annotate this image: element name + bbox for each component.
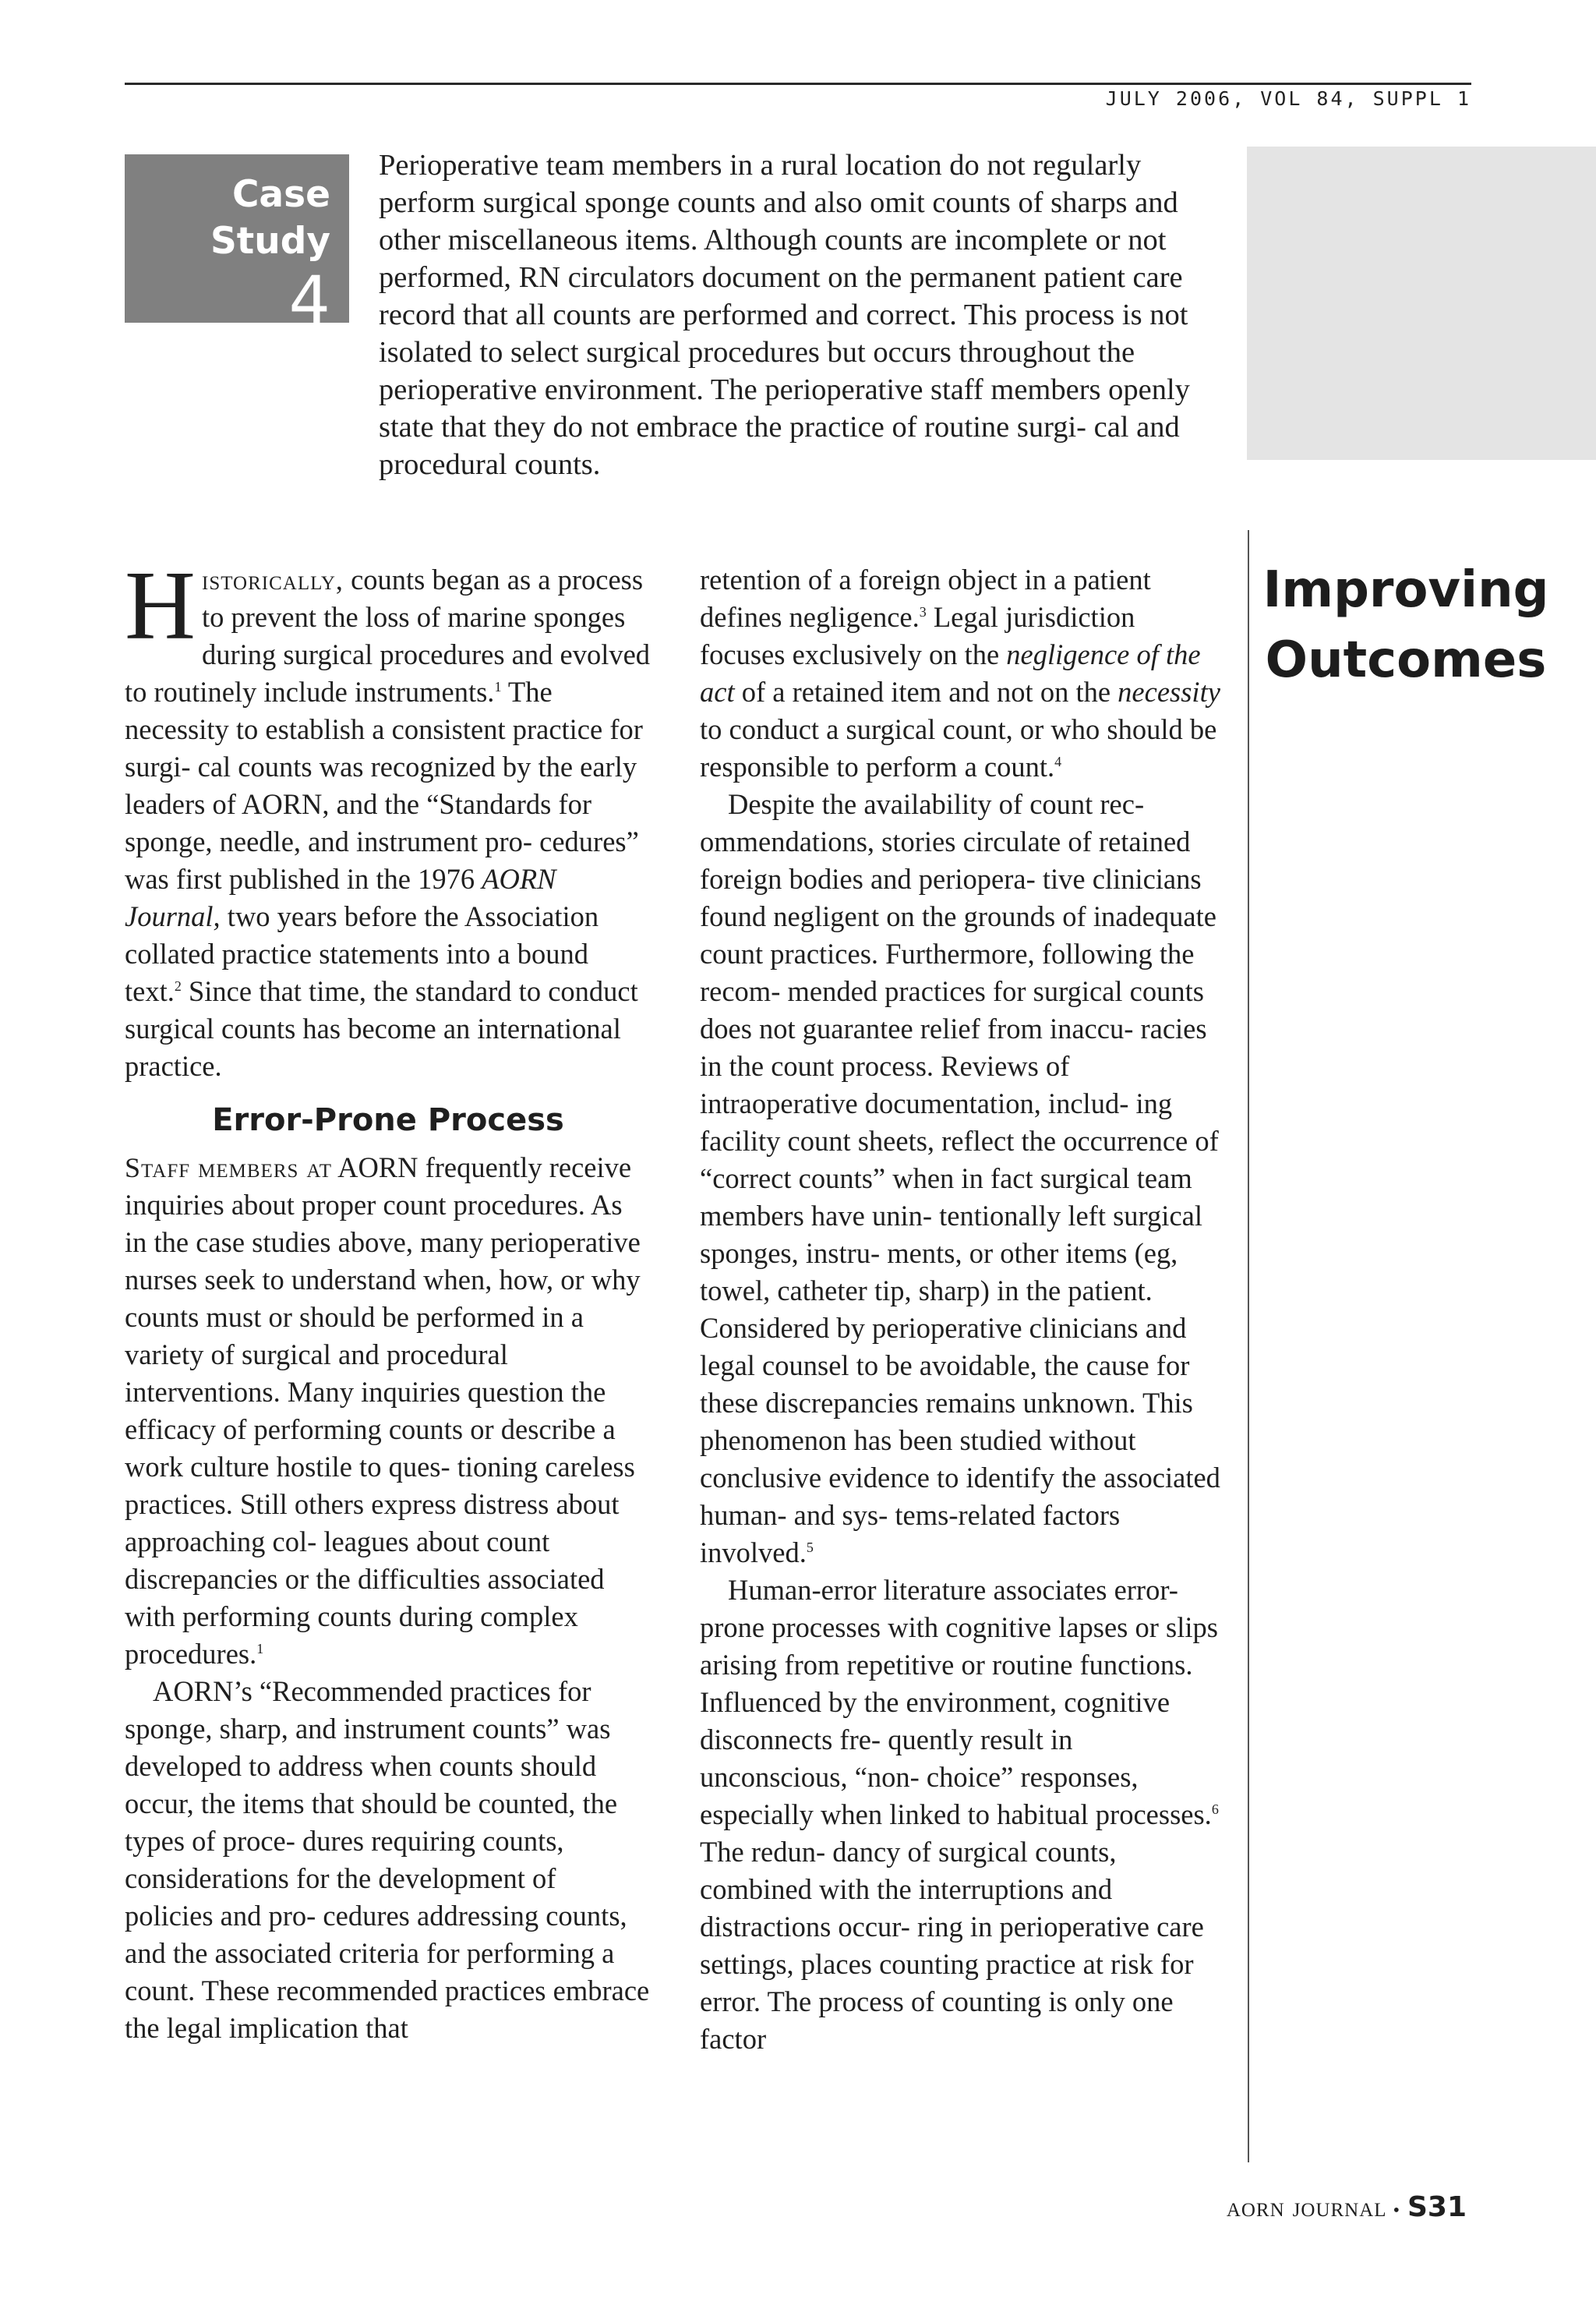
drop-cap: H xyxy=(125,552,196,660)
text-run: Human-error literature associates error-prone processes with cognitive lapses or slips arising from repetitive or routine functions. Influenced by the environment, cognitive disconnects fre- quently result in unconscious, “non- choice” responses, especially when linked to habitual processes. xyxy=(700,1574,1218,1830)
text-run: Legal jurisdiction focuses exclusively on the xyxy=(700,601,1135,670)
reference-marker: 4 xyxy=(1054,753,1062,769)
body-column-1 xyxy=(125,552,651,2047)
lead-in-small-caps: Staff members at xyxy=(125,1152,332,1183)
text-run: The necessity to establish a consistent practice for surgi- cal counts was recognized by the early leaders of AORN, and the “Standards for sponge, needle, and instrument pro- cedures” was first published in the 1976 xyxy=(125,676,643,895)
text-run: Despite the availability of count rec- ommendations, stories circulate of retained foreign bodies and periopera- tive clinicians found negligent on the grounds of inadequate count practices. Furthermore, following the recom- mended practices for surgical counts does not guarantee relief from inaccu- racies in the count process. Reviews of intraoperative documentation, includ- ing facility count sheets, reflect the occurrence of “correct counts” when in fact surgical team members have unin- tentionally left surgical sponges, instru- ments, or other items (eg, towel, catheter tip, sharp) in the patient. Considered by perioperative clinicians and legal counsel to be avoidable, the cause for these discrepancies remains unknown. This phenomenon has been studied without conclusive evidence to identify the associated human- and sys- tems-related factors involved. xyxy=(700,788,1220,1568)
text-run: retention of a foreign object in a patient defines negligence. xyxy=(700,564,1151,633)
case-study-label: Case Study xyxy=(210,173,330,263)
body-paragraph xyxy=(700,1571,1227,2058)
sidebar-rule xyxy=(1248,530,1249,2162)
section-heading: Error-Prone Process xyxy=(212,1102,564,1138)
intro-paragraph xyxy=(125,552,651,1085)
italic-phrase: negligence of the act xyxy=(700,638,1201,708)
reference-marker: 5 xyxy=(806,1539,814,1555)
sidebar-title: Improving Outcomes xyxy=(1262,561,1549,689)
text-run: AORN frequently receive inquiries about proper count procedures. As in the case studies above, many perioperative nurses seek to understand when, how, or why counts must or should be performed in a variety of surgical and procedural interventions. Many inquiries question the efficacy of performing counts or describe a work culture hostile to ques- tioning careless practices. Still others express distress about approaching col- leagues about count discrepancies or the difficulties associated with performing counts during complex procedures. xyxy=(125,1151,641,1670)
case-study-text: Perioperative team members in a rural location do not regularly perform surgical sponge counts and also omit counts of sharps and other miscellaneous items. Although counts are incomplete or not performed, RN circulators document on the permanent patient care record that all counts are performed and correct. This process is not isolated to select surgical procedures but occurs throughout the perioperative environment. The perioperative staff members openly state that they do not embrace the practice of routine surgi- cal and procedural counts. xyxy=(379,149,1190,481)
reference-marker: 3 xyxy=(919,603,927,620)
journal-title-italic: AORN Journal, xyxy=(125,863,556,932)
reference-marker: 2 xyxy=(174,978,182,994)
body-paragraph: AORN’s “Recommended practices for sponge, sharp, and instrument counts” was developed to address when counts should occur, the items that should be counted, the types of proce- dures requiring counts, considerations for the development of policies and pro- cedures addressing counts, and the associated criteria for performing a count. These recommended practices embrace the legal implication that xyxy=(125,1675,650,2044)
body-paragraph xyxy=(125,1149,651,1673)
italic-phrase: necessity xyxy=(1118,676,1220,708)
reference-marker: 1 xyxy=(256,1640,264,1656)
case-study-badge xyxy=(125,154,349,338)
text-run: to conduct a surgical count, or who should be responsible to perform a count. xyxy=(700,713,1217,783)
text-run: counts began as a process to prevent the loss of marine sponges during surgical procedures and evolved to routinely include instruments. xyxy=(125,564,651,708)
body-paragraph xyxy=(700,561,1227,786)
lead-in-small-caps: istorically, xyxy=(202,564,344,596)
footer-bullet: • xyxy=(1393,2201,1401,2221)
page-footer xyxy=(1227,2190,1467,2223)
page-number: S31 xyxy=(1407,2191,1467,2223)
running-head: JULY 2006, VOL 84, SUPPL 1 xyxy=(1105,87,1471,110)
text-run: two years before the Association collated practice statements into a bound text. xyxy=(125,900,599,1007)
reference-marker: 1 xyxy=(494,678,502,695)
case-study-number: 4 xyxy=(288,262,330,338)
text-run: Since that time, the standard to conduct surgical counts has become an international practice. xyxy=(125,975,638,1082)
text-run: of a retained item and not on the xyxy=(734,676,1118,708)
journal-name: aorn journal xyxy=(1226,2191,1387,2222)
text-run: The redun- dancy of surgical counts, combined with the interruptions and distractions occur- ring in perioperative care settings, places counting practice at risk for error. The process of counting is only one factor xyxy=(700,1836,1204,2055)
header-rule xyxy=(125,83,1471,85)
body-paragraph xyxy=(700,786,1227,1571)
body-column-2 xyxy=(700,561,1227,2058)
sidebar-grey-panel xyxy=(1247,147,1596,460)
reference-marker: 6 xyxy=(1211,1801,1219,1817)
